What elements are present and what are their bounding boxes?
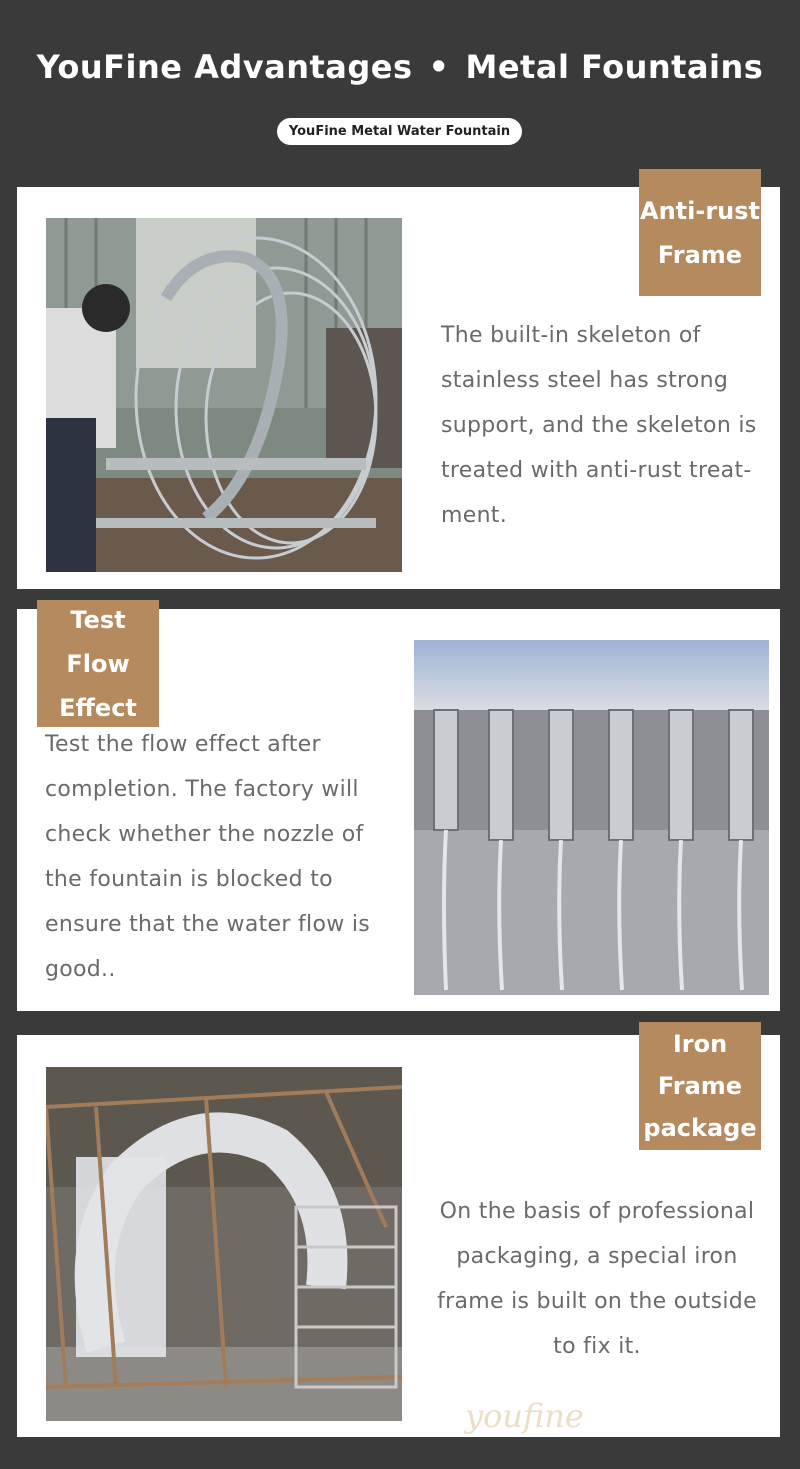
section-description [417, 1189, 777, 1369]
text-line: The built-in skeleton of [441, 323, 701, 348]
section-description [45, 722, 405, 992]
iron-frame-package-photo [46, 1067, 402, 1421]
section-test-flow [17, 605, 780, 1011]
fountain-nozzles-photo [414, 640, 769, 995]
tag-anti-rust-frame [639, 169, 761, 296]
text-line: the fountain is blocked to [45, 867, 333, 892]
tag-line: Frame [657, 240, 743, 269]
title-left: YouFine Advantages [36, 48, 413, 86]
tag-line: Effect [59, 693, 137, 722]
text-line: to fix it. [553, 1334, 641, 1359]
subtitle-badge: YouFine Metal Water Fountain [277, 118, 522, 145]
title-dot: • [428, 48, 450, 86]
text-line: treated with anti-rust treat- [441, 458, 752, 483]
page-title [0, 48, 800, 86]
text-line: On the basis of professional [439, 1199, 755, 1224]
text-line: stainless steel has strong [441, 368, 729, 393]
text-line: check whether the nozzle of [45, 822, 364, 847]
title-right: Metal Fountains [465, 48, 764, 86]
youfine-watermark-logo: youfine [465, 1397, 584, 1435]
text-line: support, and the skeleton is [441, 413, 757, 438]
section-anti-rust [17, 187, 780, 589]
tag-test-flow-effect [37, 600, 159, 727]
text-line: Test the flow effect after [45, 732, 321, 757]
tag-line: Test Flow [66, 605, 130, 678]
text-line: good.. [45, 957, 116, 982]
text-line: frame is built on the outside [437, 1289, 757, 1314]
text-line: completion. The factory will [45, 777, 359, 802]
tag-line: Frame [657, 1072, 743, 1100]
tag-line: Anti-rust [640, 196, 760, 225]
text-line: ensure that the water flow is [45, 912, 370, 937]
tag-line: Iron [672, 1030, 728, 1058]
skeleton-welding-photo [46, 218, 402, 572]
text-line: packaging, a special iron [456, 1244, 738, 1269]
text-line: ment. [441, 503, 508, 528]
section-iron-frame [17, 1030, 780, 1437]
tag-iron-frame-package [639, 1022, 761, 1150]
section-description [441, 313, 776, 538]
tag-line: package [643, 1114, 757, 1142]
